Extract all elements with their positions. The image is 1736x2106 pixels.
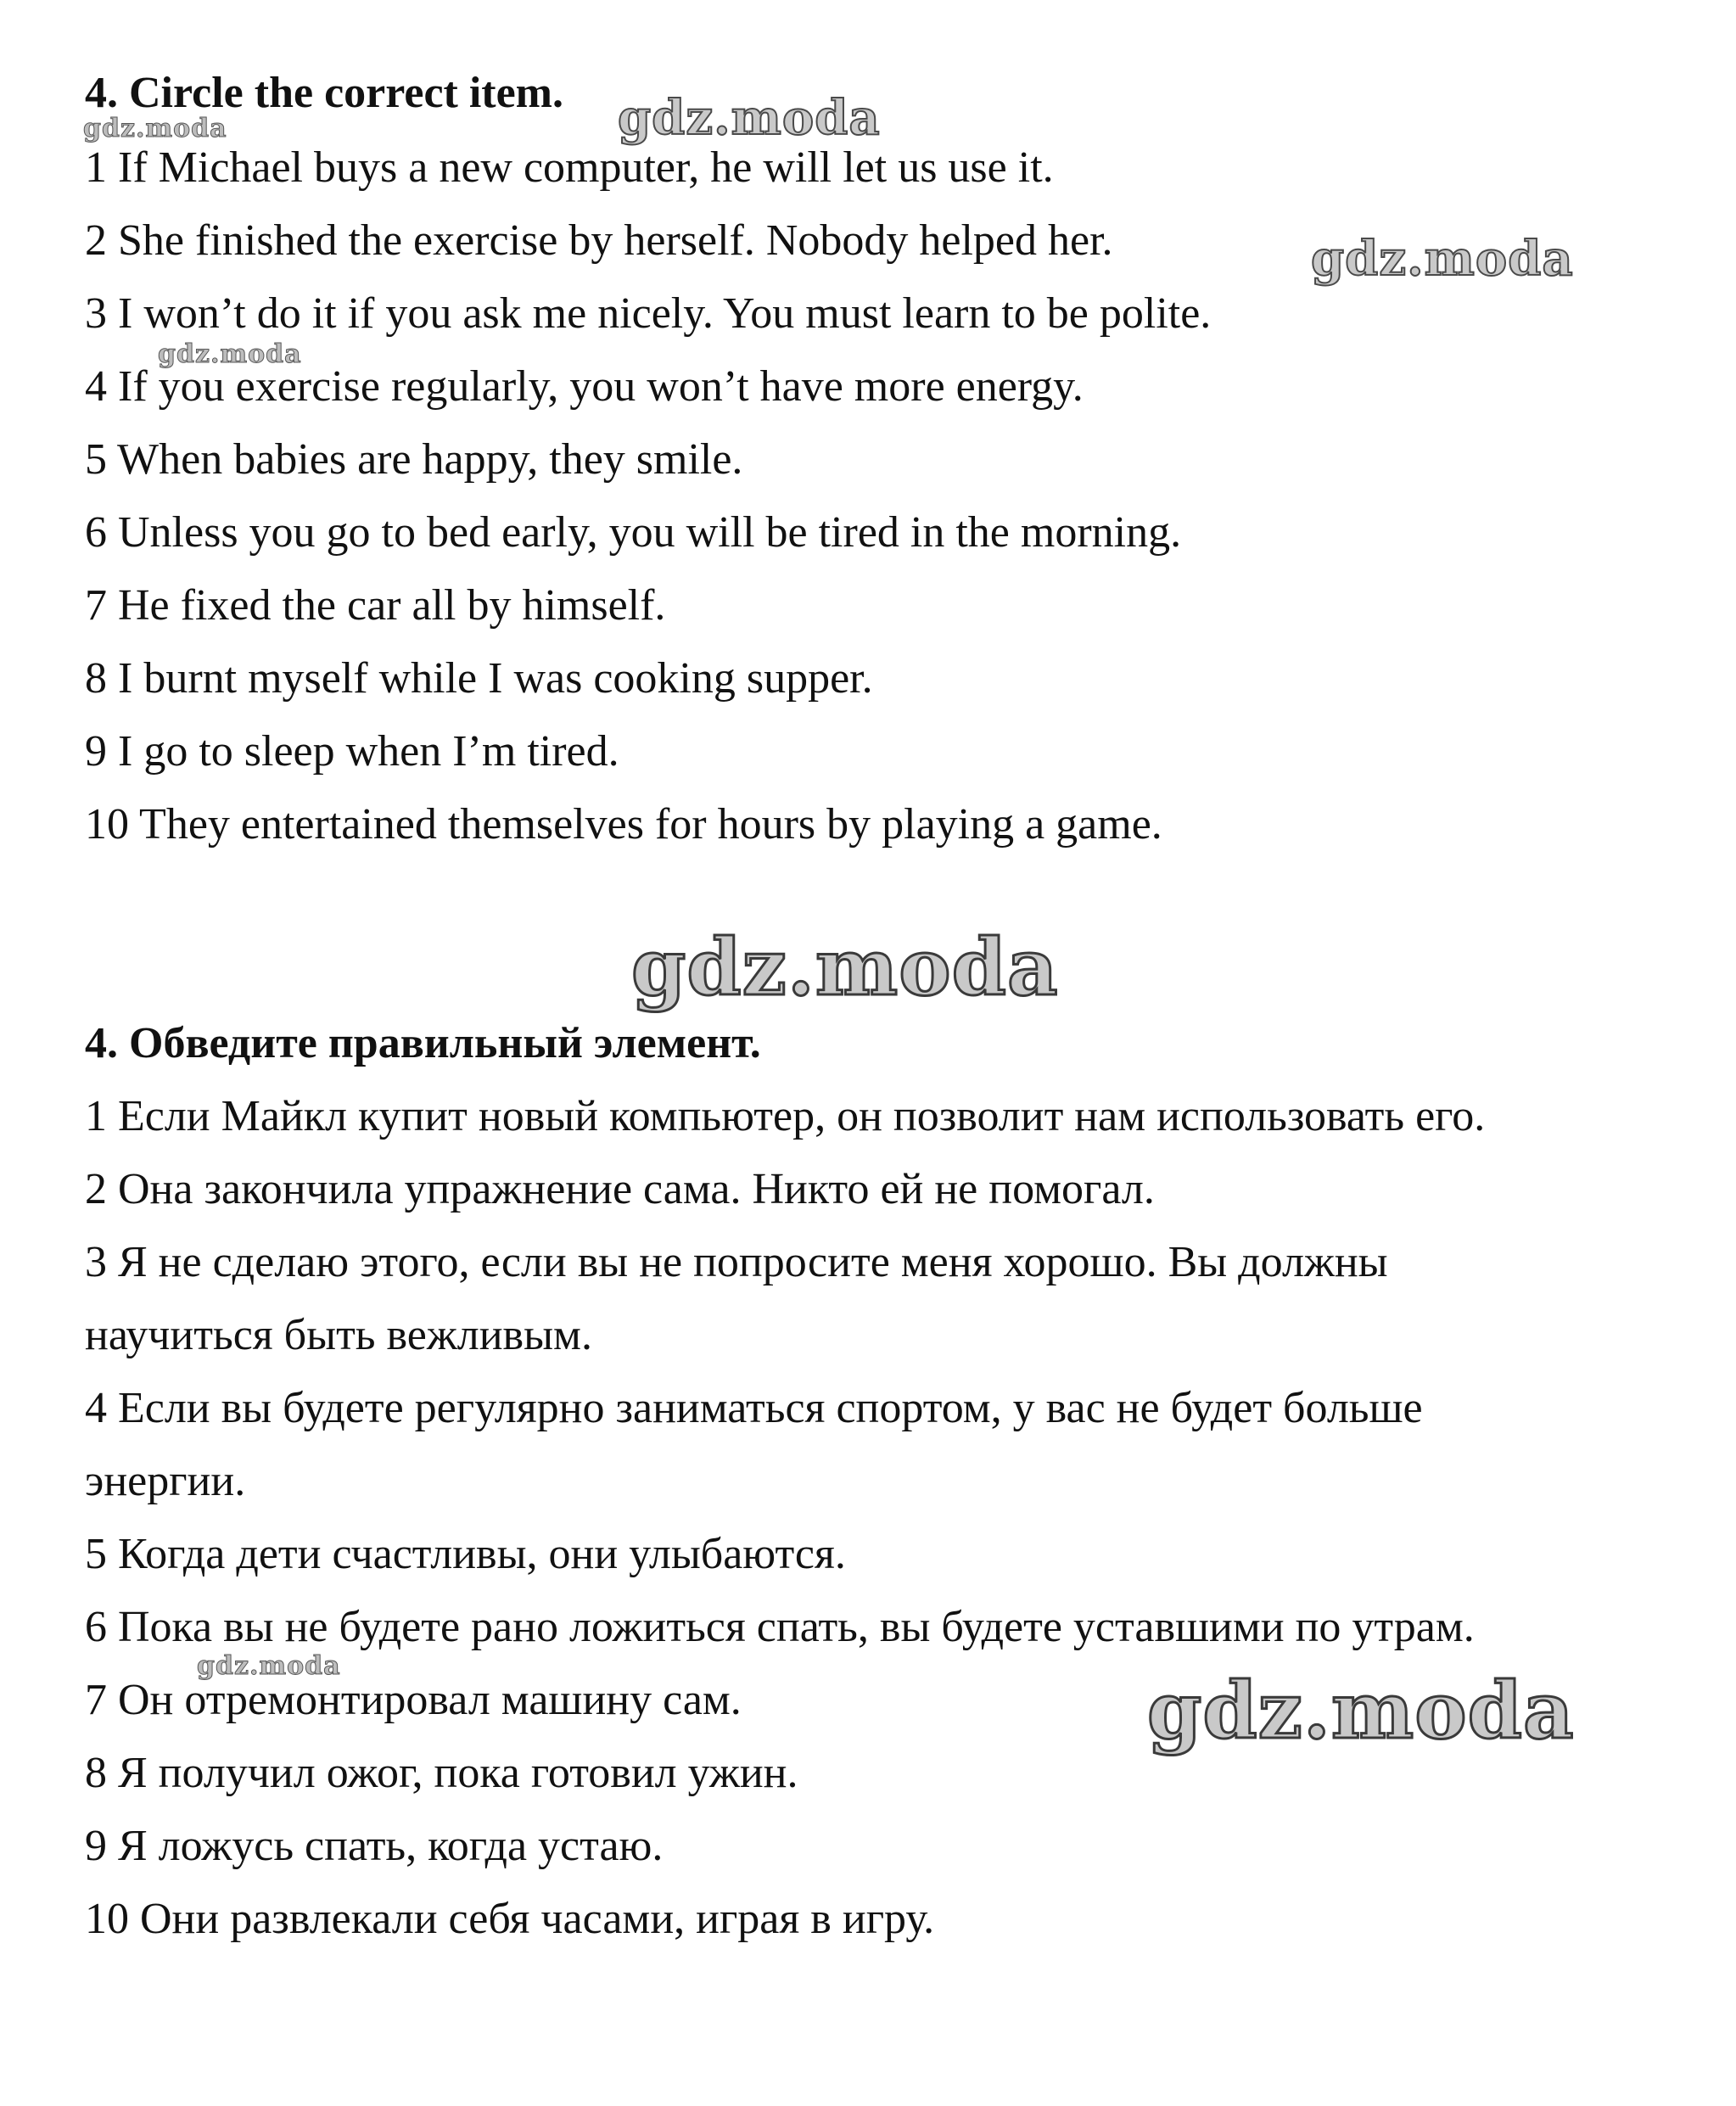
russian-line-11: 9 Я ложусь спать, когда устаю. — [85, 1822, 664, 1870]
watermark-3: gdz.moda — [1311, 231, 1574, 287]
english-item-6: 6 Unless you go to bed early, you will be tired in the morning. — [85, 508, 1182, 557]
watermark-7: gdz.moda — [1147, 1665, 1575, 1756]
russian-line-12: 10 Они развлекали себя часами, играя в игру. — [85, 1895, 935, 1943]
watermark-5: gdz.moda — [631, 921, 1059, 1013]
russian-heading: 4. Обведите правильный элемент. — [85, 1019, 761, 1067]
english-item-10: 10 They entertained themselves for hours by playing a game. — [85, 800, 1162, 849]
watermark-2: gdz.moda — [618, 90, 881, 146]
english-item-9: 9 I go to sleep when I’m tired. — [85, 727, 619, 776]
watermark-4: gdz.moda — [158, 339, 302, 369]
watermark-6: gdz.moda — [197, 1651, 341, 1681]
english-item-5: 5 When babies are happy, they smile. — [85, 435, 743, 484]
russian-line-8: 6 Пока вы не будете рано ложиться спать, вы будете уставшими по утрам. — [85, 1603, 1475, 1651]
russian-line-5: 4 Если вы будете регулярно заниматься спортом, у вас не будет больше — [85, 1384, 1423, 1432]
russian-line-2: 2 Она закончила упражнение сама. Никто ей не помогал. — [85, 1165, 1155, 1213]
russian-line-4: научиться быть вежливым. — [85, 1311, 592, 1359]
watermark-1: gdz.moda — [83, 114, 227, 143]
english-item-8: 8 I burnt myself while I was cooking supper. — [85, 654, 873, 703]
english-item-3: 3 I won’t do it if you ask me nicely. You must learn to be polite. — [85, 289, 1212, 338]
english-item-1: 1 If Michael buys a new computer, he will let us use it. — [85, 143, 1054, 192]
english-item-7: 7 He fixed the car all by himself. — [85, 581, 666, 630]
russian-line-6: энергии. — [85, 1457, 246, 1505]
russian-line-9: 7 Он отремонтировал машину сам. — [85, 1676, 742, 1724]
russian-line-1: 1 Если Майкл купит новый компьютер, он позволит нам использовать его. — [85, 1092, 1486, 1140]
russian-line-3: 3 Я не сделаю этого, если вы не попросите меня хорошо. Вы должны — [85, 1238, 1388, 1286]
english-heading: 4. Circle the correct item. — [85, 69, 564, 117]
english-item-2: 2 She finished the exercise by herself. Nobody helped her. — [85, 216, 1113, 265]
russian-line-7: 5 Когда дети счастливы, они улыбаются. — [85, 1530, 846, 1578]
russian-line-10: 8 Я получил ожог, пока готовил ужин. — [85, 1749, 798, 1797]
english-item-4: 4 If you exercise regularly, you won’t have more energy. — [85, 362, 1084, 411]
